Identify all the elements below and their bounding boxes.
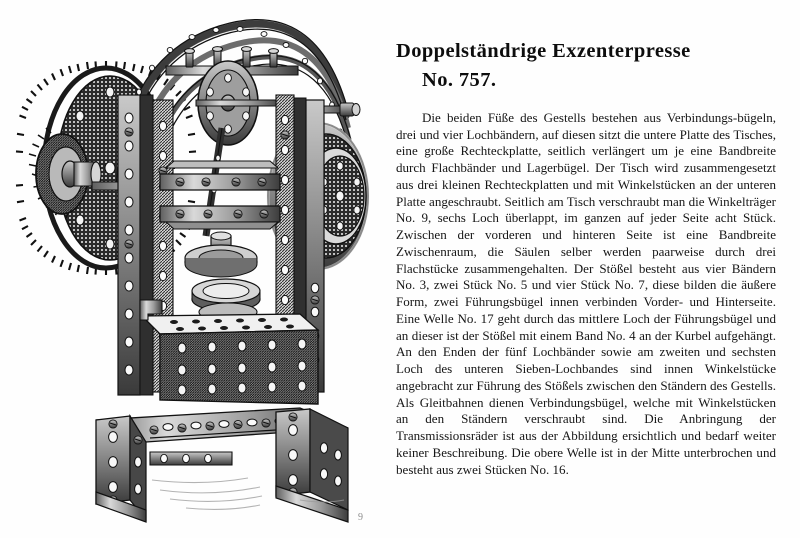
text-column xyxy=(396,24,776,478)
title-line-1: Doppelständrige Exzenterpresse xyxy=(396,39,691,62)
page-title xyxy=(396,38,776,94)
base-frame xyxy=(96,408,348,522)
ram-guide-brackets xyxy=(160,161,280,229)
machine-illustration xyxy=(0,0,390,538)
description-text xyxy=(396,110,776,479)
table-plate xyxy=(140,300,318,404)
ram-assembly xyxy=(185,232,260,321)
description-paragraph: Die beiden Füße des Gestells bestehen aus Verbindungs‑bügeln, drei und vier Lochbändern, auf diesen sitzt die untere Platte des Tisches, eine große Rechteckplatte, seitlich verlängert um je eine Bandbreite durch Flachbänder und Lagerbügel. Der Tisch wird zusammengesetzt aus drei kleinen Rechteckplatten und mit Winkelstücken an der unteren Platte angeschraubt. Seitlich am Tisch verschraubt man die Winkelträger No. 9, sechs Loch überlappt, im ganzen auf jeder Seite acht Stück. Zwischen der vorderen und hinteren Seite ist eine Bandbreite Zwischenraum, die Säulen selber werden paarweise durch drei Flachstücke zusammengehalten. Der Stößel besteht aus vier Bändern No. 3, zwei Stück No. 5 und vier Stück No. 7, diese bilden die äußere Form, zwei Führungsbügel innen verbinden Vorder‑ und Hinterseite. Eine Welle No. 17 geht durch das mittlere Loch der Führungsbügel und an dieser ist der Stößel mit einem Band No. 4 an der Kurbel aufgehängt. An den Enden der fünf Lochbänder sowie am zweiten und sechsten Loch des unteren Sieben‑Lochbandes sind innen Winkelstücke angebracht zur Führung des Stößels zwischen den Ständern des Gestells. Als Gleitbahnen dienen Verbindungsbügel, welche mit Winkelstücken an den Ständern verschraubt sind. Die Anbringung der Transmissionsräder ist aus der Abbildung ersichtlich und bedarf weiter keiner Beschreibung. Die obere Welle ist in der Mitte unterbrochen und besteht aus zwei Stücken No. 16. xyxy=(396,109,776,477)
page-number: 9 xyxy=(358,512,363,523)
title-line-2: No. 757. xyxy=(422,68,497,91)
